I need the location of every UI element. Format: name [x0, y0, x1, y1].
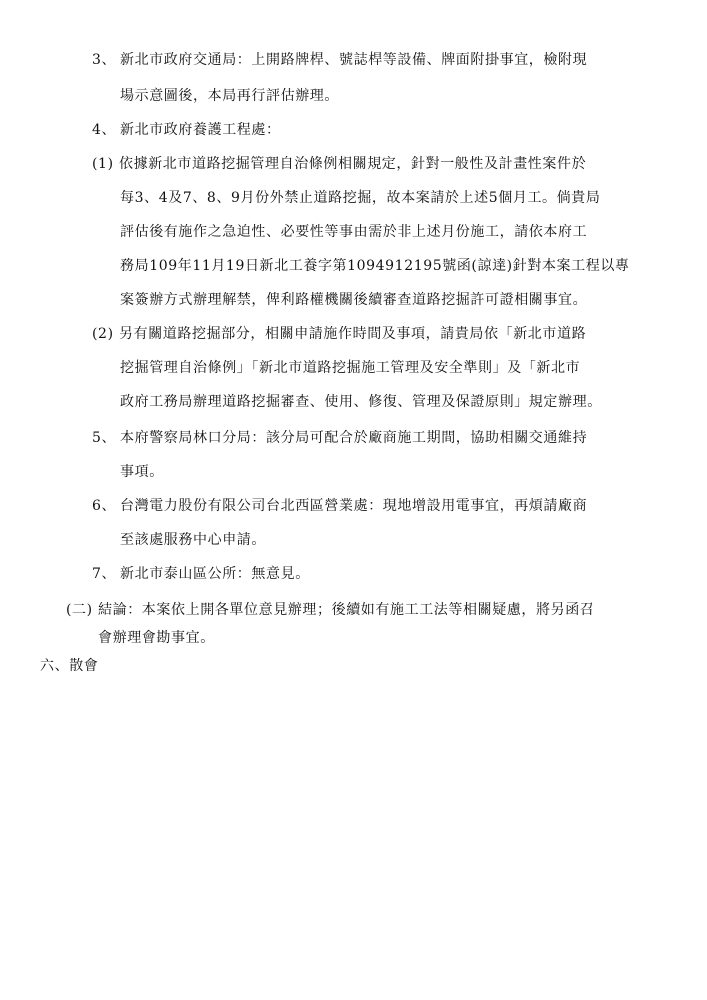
- item-7-number: 7、: [92, 566, 117, 582]
- item-5-line-1: 本府警察局林口分局：該分局可配合於廠商施工期間，協助相關交通維持: [120, 430, 588, 446]
- subitem-2-number: (2): [92, 326, 114, 342]
- subitem-2-line-1: 另有關道路挖掘部分，相關申請施作時間及事項，請貴局依「新北市道路: [119, 326, 587, 342]
- item-6-number: 6、: [92, 498, 117, 514]
- item-6-line-2: 至該處服務中心申請。: [120, 532, 266, 548]
- section-six-heading: 六、散會: [40, 658, 99, 674]
- item-3-line-2: 場示意圖後，本局再行評估辦理。: [120, 88, 339, 104]
- subitem-1-line-4: 務局109年11月19日新北工養字第1094912195號函(諒達)針對本案工程以專: [120, 258, 630, 274]
- subitem-1-number: (1): [92, 156, 114, 172]
- conclusion-number: (二): [66, 602, 93, 618]
- item-3-line-1: 新北市政府交通局：上開路牌桿、號誌桿等設備、牌面附掛事宜，檢附現: [120, 52, 588, 68]
- item-4-number: 4、: [92, 122, 117, 138]
- item-6-line-1: 台灣電力股份有限公司台北西區營業處：現地增設用電事宜，再煩請廠商: [120, 498, 588, 514]
- conclusion-line-1: 結論：本案依上開各單位意見辦理；後續如有施工工法等相關疑慮，將另函召: [98, 602, 595, 618]
- subitem-1-line-3: 評估後有施作之急迫性、必要性等事由需於非上述月份施工，請依本府工: [120, 224, 588, 240]
- subitem-1-line-2: 每3、4及7、8、9月份外禁止道路挖掘，故本案請於上述5個月工。倘貴局: [120, 190, 601, 206]
- item-5-number: 5、: [92, 430, 117, 446]
- conclusion-line-2: 會辦理會勘事宜。: [98, 630, 215, 646]
- subitem-1-line-5: 案簽辦方式辦理解禁，俾利路權機關後續審查道路挖掘許可證相關事宜。: [120, 292, 588, 308]
- item-7-line-1: 新北市泰山區公所：無意見。: [120, 566, 310, 582]
- subitem-2-line-3: 政府工務局辦理道路挖掘審查、使用、修復、管理及保證原則」規定辦理。: [120, 394, 602, 410]
- item-5-line-2: 事項。: [120, 464, 164, 480]
- subitem-1-line-1: 依據新北市道路挖掘管理自治條例相關規定，針對一般性及計畫性案件於: [119, 156, 587, 172]
- subitem-2-line-2: 挖掘管理自治條例」「新北市道路挖掘施工管理及安全準則」及「新北市: [120, 360, 581, 376]
- item-3-number: 3、: [92, 52, 117, 68]
- item-4-line-1: 新北市政府養護工程處：: [120, 122, 281, 138]
